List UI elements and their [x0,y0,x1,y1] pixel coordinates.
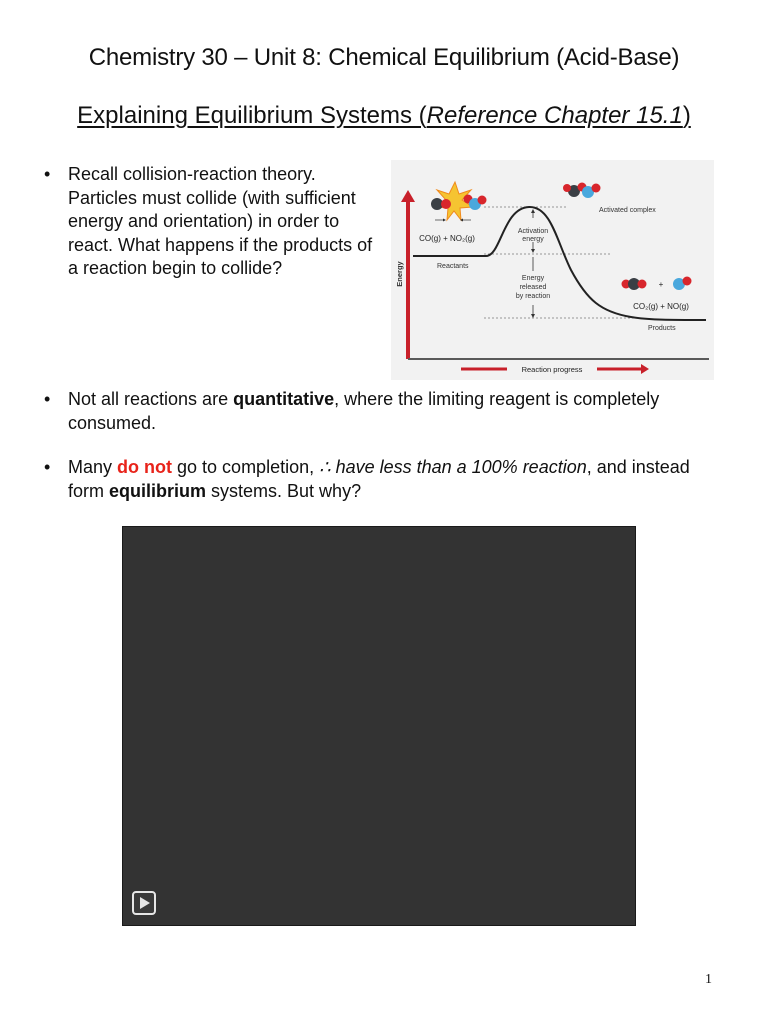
emphasis-less-than-100: have less than a 100% reaction [330,457,587,477]
video-player[interactable] [122,526,636,926]
products-formula: CO₂(g) + NO(g) [633,302,689,311]
therefore-symbol: ∴ [319,457,331,477]
activation-label-1: Activation [517,228,549,235]
bullet-text [68,456,708,503]
no-molecule-icon [673,277,692,291]
y-axis-arrow [401,190,415,202]
released-label-3: by reaction [515,293,551,300]
released-label-2: released [519,284,547,291]
y-axis-label: Energy [395,261,404,287]
page-number: 1 [705,972,712,987]
term-equilibrium: equilibrium [109,480,207,501]
energy-diagram [391,160,714,380]
bullet-text-part: systems. But why? [206,480,362,501]
bullet-text-part: Not all reactions are [68,389,234,409]
products-plus: + [658,280,664,289]
released-label-1: Energy [521,275,545,282]
bullet-text-part: Many [68,457,118,477]
bullet-text-part: , and instead form [68,457,690,501]
released-arrow-head [531,314,535,318]
bullet-text-part: , where the limiting reagent is completely consumed. [68,389,660,433]
motion-arrow-left-head [443,219,446,222]
bullet-dot: • [44,164,51,184]
reference-chapter: Reference Chapter 15.1 [426,102,683,129]
bullet-text-part: go to completion, [172,457,320,477]
bullet-text: Recall collision-reaction theory. Particles must collide (with sufficient energy and orientation) in order to react. What happens if the products of a reaction begin to collide? [68,164,373,278]
emphasis-do-not: do not [117,457,173,477]
bullet-dot: • [44,389,51,409]
activation-arrow-head-up [531,209,535,213]
x-label-arrow [641,364,649,374]
activated-complex-label: Activated complex [599,207,656,214]
x-axis-label: Reaction progress [521,365,583,374]
section-heading-text: Explaining Equilibrium Systems ( [77,102,427,129]
activation-arrow-head-down [531,249,535,253]
bullet-text [68,388,708,435]
section-heading [0,102,768,130]
reactants-label: Reactants [437,263,469,270]
bullet-dot: • [44,457,51,477]
page-title: Chemistry 30 – Unit 8: Chemical Equilibrium (Acid-Base) [88,44,680,71]
activated-complex-icon [563,183,601,199]
co-molecule-icon [431,198,451,210]
energy-diagram-svg [391,160,714,380]
play-icon[interactable] [132,891,156,915]
section-heading-close: ) [682,102,691,129]
reactants-formula: CO(g) + NO₂(g) [419,234,475,243]
products-label: Products [648,325,676,332]
co2-molecule-icon [622,278,647,290]
term-quantitative: quantitative [233,389,335,409]
activation-label-2: energy [522,236,544,243]
